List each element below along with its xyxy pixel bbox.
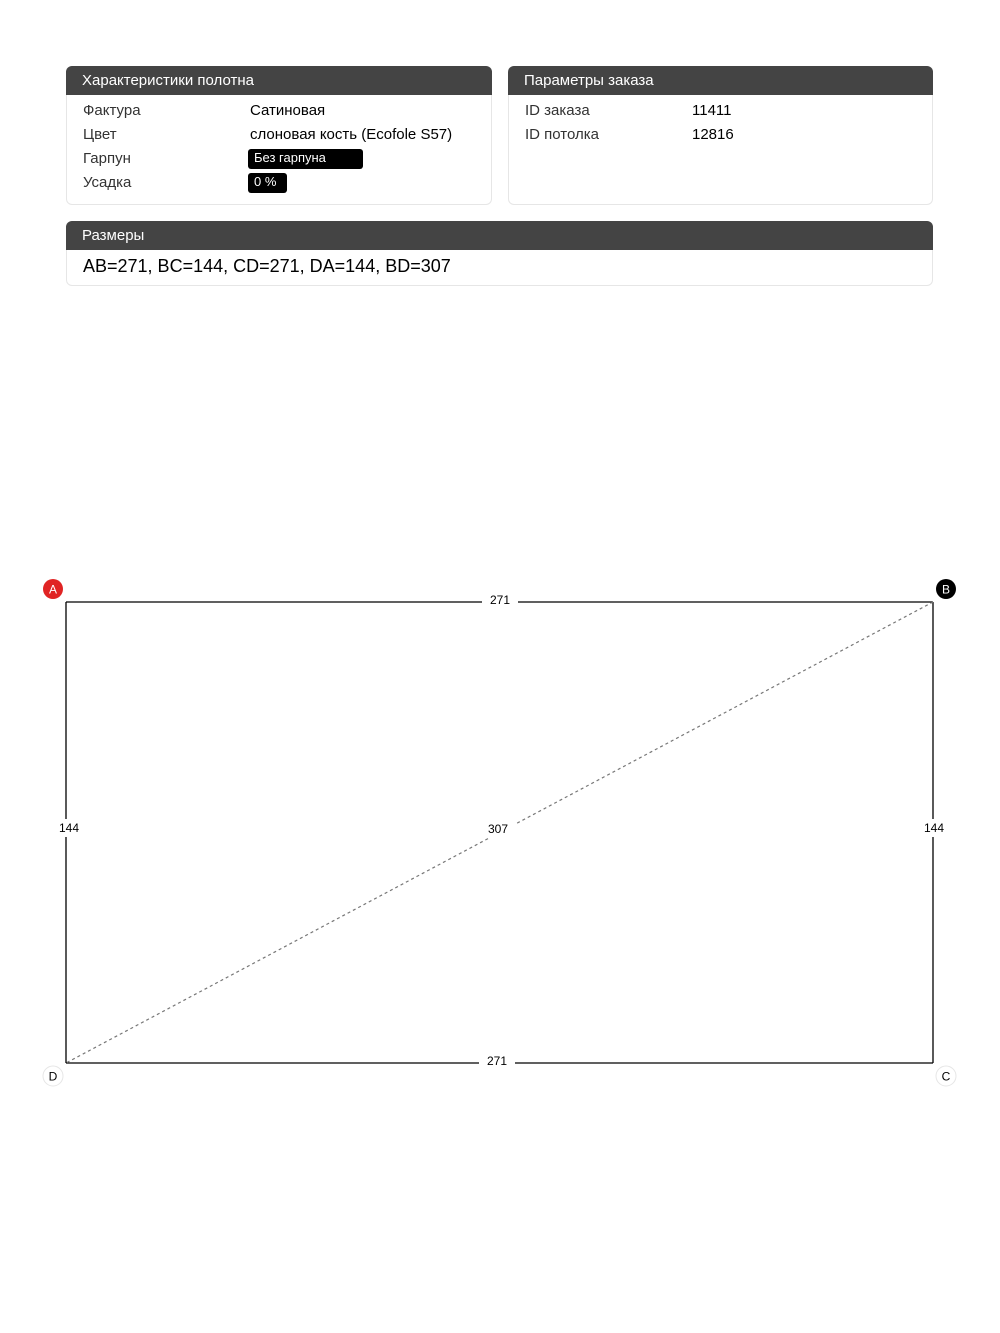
shrinkage-label: Усадка [83, 174, 132, 191]
diagonal-bd-length: 307 [487, 822, 509, 836]
edge-cd-length: 271 [486, 1054, 508, 1068]
fabric-panel-title: Характеристики полотна [66, 66, 492, 95]
vertex-c-label: C [941, 1069, 951, 1084]
edge-ab-length: 271 [489, 593, 511, 607]
ceiling-id-label: ID потолка [525, 126, 600, 143]
edge-bc-length: 144 [923, 821, 945, 835]
vertex-d [43, 1066, 63, 1086]
color-value: слоновая кость (Ecofole S57) [250, 126, 453, 143]
texture-value: Сатиновая [250, 102, 326, 119]
order-id-value: 11411 [692, 102, 732, 119]
harpoon-badge: Без гарпуна [248, 149, 363, 169]
color-label: Цвет [83, 126, 117, 143]
edge-da-length: 144 [58, 821, 80, 835]
ceiling-id-value: 12816 [692, 126, 734, 143]
harpoon-label: Гарпун [83, 150, 131, 167]
vertex-d-label: D [48, 1069, 58, 1084]
vertex-c [936, 1066, 956, 1086]
order-id-label: ID заказа [525, 102, 590, 119]
shrinkage-badge: 0 % [248, 173, 287, 193]
texture-label: Фактура [83, 102, 141, 119]
vertex-b-label: B [941, 582, 951, 597]
order-panel-title: Параметры заказа [508, 66, 933, 95]
sizes-panel-title: Размеры [66, 221, 933, 250]
vertex-b [936, 579, 956, 599]
vertex-a-label: A [48, 582, 58, 597]
vertex-a [43, 579, 63, 599]
sizes-summary: AB=271, BC=144, CD=271, DA=144, BD=307 [83, 256, 451, 276]
